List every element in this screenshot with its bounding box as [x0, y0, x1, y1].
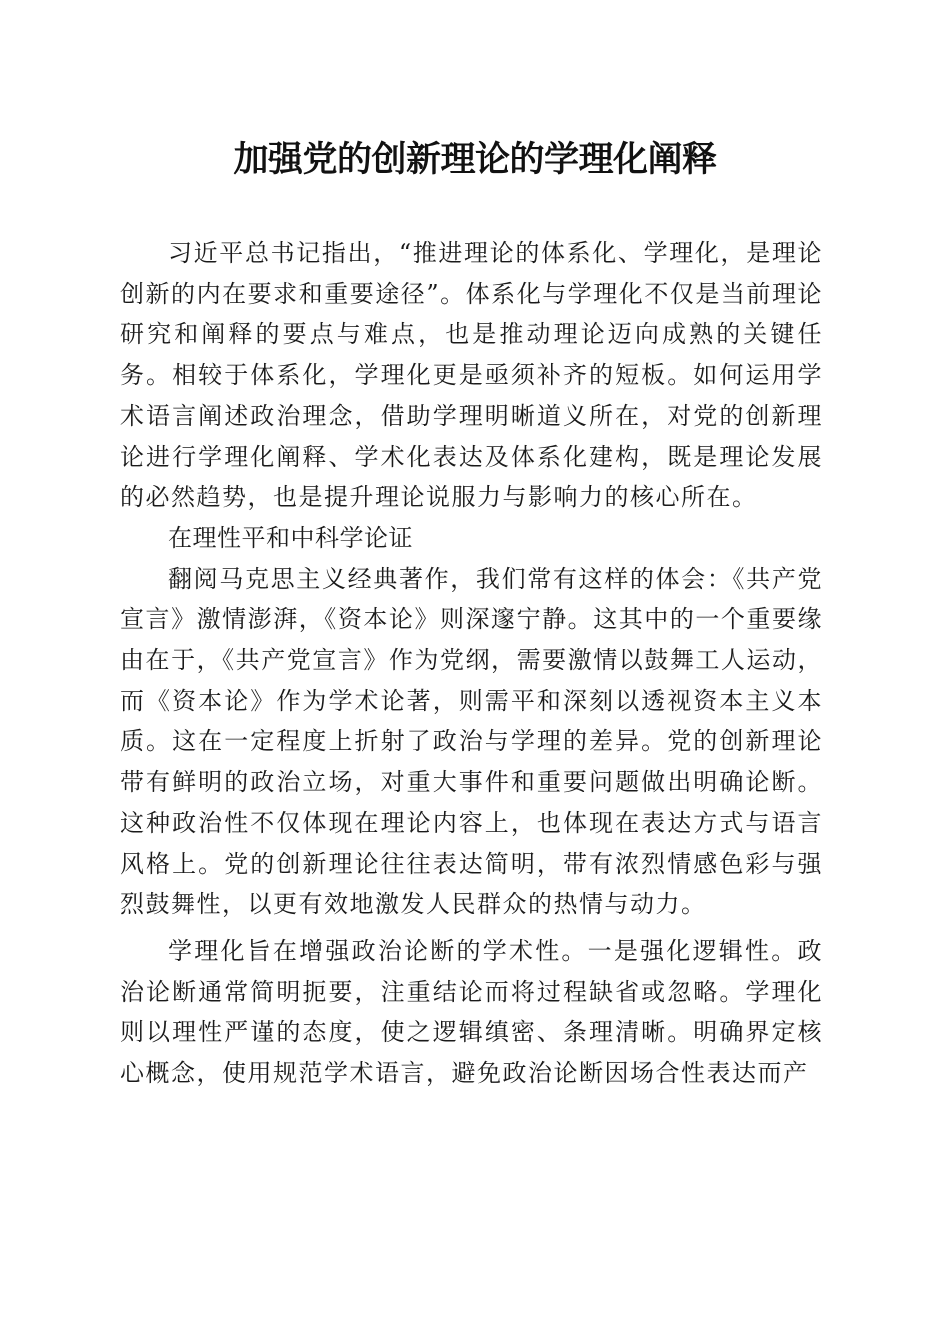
section-paragraph-1: 翻阅马克思主义经典著作，我们常有这样的体会：《共产党宣言》激情澎湃，《资本论》则深邃宁静。这其中的一个重要缘由在于，《共产党宣言》作为党纲，需要激情以鼓舞工人运动，而《资本论》作为学术论著，则需平和深刻以透视资本主义本质。这在一定程度上折射了政治与学理的差异。党的创新理论带有鲜明的政治立场，对重大事件和重要问题做出明确论断。这种政治性不仅体现在理论内容上，也体现在表达方式与语言风格上。党的创新理论往往表达简明，带有浓烈情感色彩与强烈鼓舞性，以更有效地激发人民群众的热情与动力。	[120, 564, 823, 919]
document-title: 加强党的创新理论的学理化阐释	[233, 139, 717, 180]
document-body	[120, 233, 823, 1094]
section-heading: 在理性平和中科学论证	[168, 523, 413, 552]
section-paragraph-2: 学理化旨在增强政治论断的学术性。一是强化逻辑性。政治论断通常简明扼要，注重结论而将过程缺省或忽略。学理化则以理性严谨的态度，使之逻辑缜密、条理清晰。明确界定核心概念，使用规范学术语言，避免政治论断因场合性表达而产	[120, 936, 823, 1088]
intro-paragraph: 习近平总书记指出，“推进理论的体系化、学理化，是理论创新的内在要求和重要途径”。体系化与学理化不仅是当前理论研究和阐释的要点与难点，也是推动理论迈向成熟的关键任务。相较于体系化，学理化更是亟须补齐的短板。如何运用学术语言阐述政治理念，借助学理明晰道义所在，对党的创新理论进行学理化阐释、学术化表达及体系化建构，既是理论发展的必然趋势，也是提升理论说服力与影响力的核心所在。	[120, 239, 823, 512]
